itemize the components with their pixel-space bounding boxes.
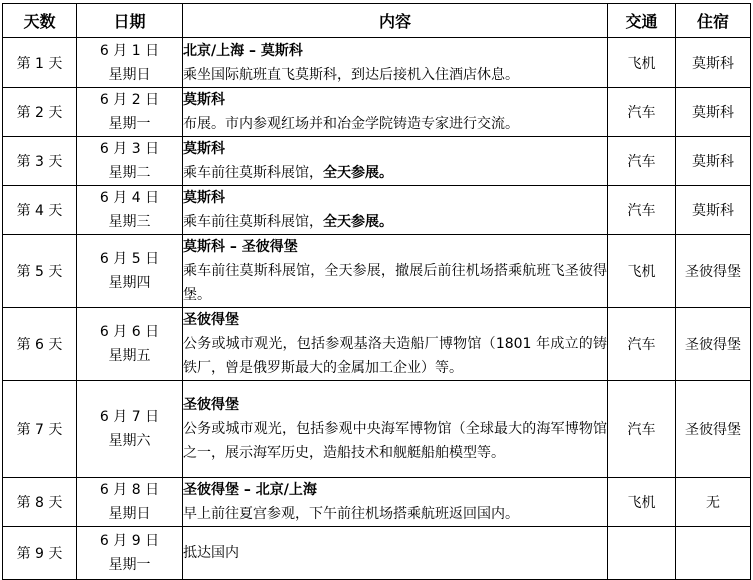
content-text: 乘车前往莫斯科展馆， — [183, 165, 323, 181]
content-title: 莫斯科 — [183, 190, 225, 206]
transport-cell — [608, 527, 676, 580]
weekday-text: 星期五 — [108, 348, 151, 364]
date-text: 6 月 4 日 — [99, 190, 160, 206]
content-title: 莫斯科 – 圣彼得堡 — [183, 239, 298, 255]
table-row — [3, 381, 751, 478]
header-date: 日期 — [77, 4, 183, 38]
transport-cell: 汽车 — [608, 308, 676, 381]
day-cell: 第 8 天 — [3, 478, 77, 527]
transport-cell: 汽车 — [608, 137, 676, 186]
lodging-cell: 莫斯科 — [676, 38, 751, 88]
content-body — [183, 161, 607, 185]
transport-cell: 飞机 — [608, 478, 676, 527]
table-row — [3, 38, 751, 88]
lodging-cell: 圣彼得堡 — [676, 381, 751, 478]
weekday-text: 星期三 — [108, 214, 151, 230]
date-text: 6 月 9 日 — [99, 533, 160, 549]
day-cell: 第 3 天 — [3, 137, 77, 186]
header-content: 内容 — [183, 4, 608, 38]
content-cell — [183, 38, 608, 88]
date-cell — [77, 88, 183, 137]
content-text: 公务或城市观光，包括参观基洛夫造船厂博物馆（1801 年成立的铸铁厂，曾是俄罗斯最大的金属加工企业）等。 — [183, 336, 607, 376]
content-text: 乘车前往莫斯科展馆， — [183, 214, 323, 230]
weekday-text: 星期一 — [108, 116, 151, 132]
content-body — [183, 332, 607, 380]
content-text: 公务或城市观光，包括参观中央海军博物馆（全球最大的海军博物馆之一，展示海军历史，造船技术和舰艇船舶模型等。 — [183, 421, 607, 461]
date-text: 6 月 7 日 — [99, 409, 160, 425]
transport-cell: 飞机 — [608, 235, 676, 308]
lodging-cell: 莫斯科 — [676, 137, 751, 186]
day-cell: 第 2 天 — [3, 88, 77, 137]
lodging-cell: 莫斯科 — [676, 186, 751, 235]
date-text: 6 月 5 日 — [99, 251, 160, 267]
table-row — [3, 186, 751, 235]
lodging-cell — [676, 527, 751, 580]
weekday-text: 星期日 — [108, 506, 151, 522]
weekday-text: 星期二 — [108, 165, 151, 181]
content-body — [183, 417, 607, 465]
day-cell: 第 4 天 — [3, 186, 77, 235]
table-row — [3, 308, 751, 381]
content-title: 圣彼得堡 – 北京/上海 — [183, 482, 317, 498]
content-body — [183, 502, 607, 526]
transport-cell: 汽车 — [608, 381, 676, 478]
header-lodging: 住宿 — [676, 4, 751, 38]
date-cell — [77, 308, 183, 381]
date-text: 6 月 2 日 — [99, 92, 160, 108]
content-text: 布展。市内参观红场并和冶金学院铸造专家进行交流。 — [183, 116, 519, 132]
weekday-text: 星期四 — [108, 275, 151, 291]
content-text: 乘坐国际航班直飞莫斯科，到达后接机入住酒店休息。 — [183, 66, 519, 83]
date-text: 6 月 8 日 — [99, 482, 160, 498]
content-text: 早上前往夏宫参观，下午前往机场搭乘航班返回国内。 — [183, 506, 519, 522]
date-text: 6 月 3 日 — [99, 141, 160, 157]
table-row — [3, 527, 751, 580]
content-cell — [183, 478, 608, 527]
date-cell — [77, 235, 183, 308]
content-body — [183, 63, 607, 87]
content-text: 抵达国内 — [183, 545, 239, 561]
content-cell — [183, 137, 608, 186]
content-cell — [183, 308, 608, 381]
content-title: 圣彼得堡 — [183, 397, 239, 413]
content-title: 莫斯科 — [183, 92, 225, 108]
date-cell — [77, 381, 183, 478]
date-cell — [77, 137, 183, 186]
header-transport: 交通 — [608, 4, 676, 38]
content-cell — [183, 88, 608, 137]
content-body — [183, 112, 607, 136]
header-day: 天数 — [3, 4, 77, 38]
day-cell: 第 6 天 — [3, 308, 77, 381]
lodging-cell: 圣彼得堡 — [676, 308, 751, 381]
content-body — [183, 259, 607, 307]
content-body — [183, 541, 607, 565]
content-cell — [183, 186, 608, 235]
itinerary-table — [2, 3, 751, 580]
date-cell — [77, 38, 183, 88]
transport-cell: 飞机 — [608, 38, 676, 88]
lodging-cell: 无 — [676, 478, 751, 527]
day-cell: 第 5 天 — [3, 235, 77, 308]
content-title: 莫斯科 — [183, 141, 225, 157]
lodging-cell: 莫斯科 — [676, 88, 751, 137]
content-cell — [183, 527, 608, 580]
content-title: 圣彼得堡 — [183, 312, 239, 328]
table-row — [3, 478, 751, 527]
date-cell — [77, 186, 183, 235]
weekday-text: 星期日 — [108, 66, 151, 83]
content-title: 北京/上海 – 莫斯科 — [183, 42, 303, 59]
content-cell — [183, 381, 608, 478]
content-body — [183, 210, 607, 234]
table-row — [3, 235, 751, 308]
date-cell — [77, 478, 183, 527]
content-cell — [183, 235, 608, 308]
header-row — [3, 4, 751, 38]
weekday-text: 星期六 — [108, 433, 151, 449]
content-bold-text: 全天参展。 — [323, 165, 393, 181]
table-row — [3, 88, 751, 137]
transport-cell: 汽车 — [608, 88, 676, 137]
date-cell — [77, 527, 183, 580]
date-text: 6 月 1 日 — [99, 42, 160, 59]
transport-cell: 汽车 — [608, 186, 676, 235]
weekday-text: 星期一 — [108, 557, 151, 573]
day-cell: 第 7 天 — [3, 381, 77, 478]
date-text: 6 月 6 日 — [99, 324, 160, 340]
content-bold-text: 全天参展。 — [323, 214, 393, 230]
day-cell: 第 9 天 — [3, 527, 77, 580]
day-cell: 第 1 天 — [3, 38, 77, 88]
lodging-cell: 圣彼得堡 — [676, 235, 751, 308]
content-text: 乘车前往莫斯科展馆，全天参展，撤展后前往机场搭乘航班飞圣彼得堡。 — [183, 263, 607, 303]
table-row — [3, 137, 751, 186]
